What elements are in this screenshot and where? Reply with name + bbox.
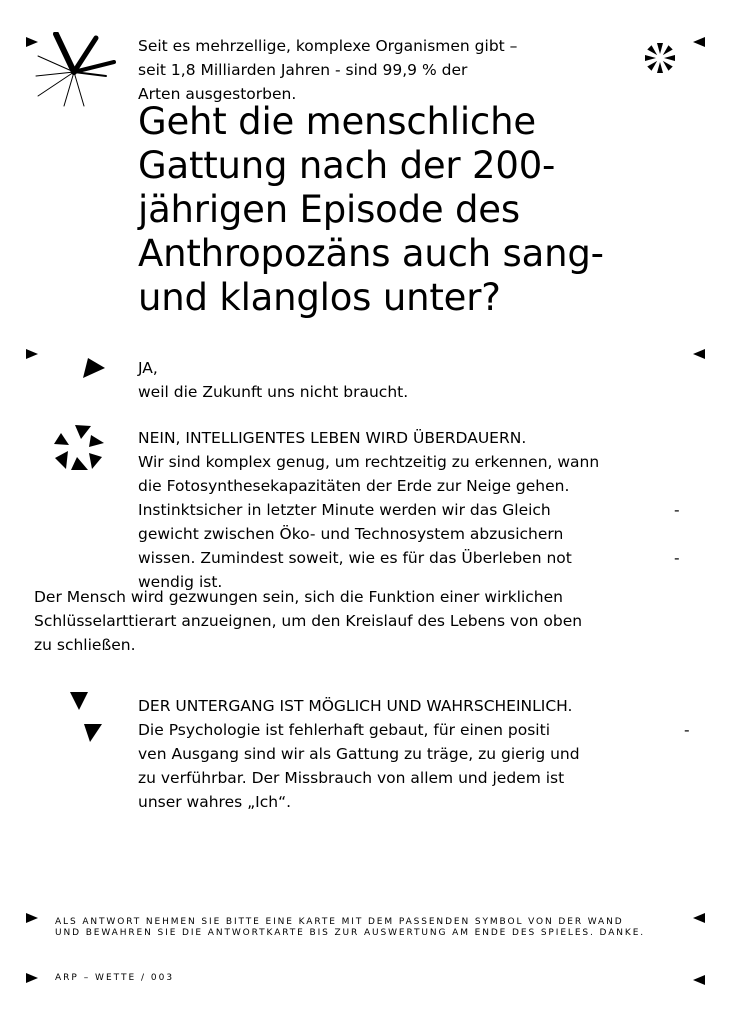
answer-nein-line: Wir sind komplex genug, um rechtzeitig zu erkennen, wann	[138, 453, 600, 471]
title-line: jährigen Episode des	[138, 188, 520, 231]
answer-untergang-line: ven Ausgang sind wir als Gattung zu träge, zu gierig und	[138, 745, 580, 763]
intro-line: Seit es mehrzellige, komplexe Organismen gibt –	[138, 37, 518, 55]
answer-nein-line: die Fotosynthesekapazitäten der Erde zur Neige gehen.	[138, 477, 570, 495]
answer-untergang-line: unser wahres „Ich“.	[138, 793, 292, 811]
margin-marker-left-icon	[693, 975, 705, 985]
answer-nein-line: Der Mensch wird gezwungen sein, sich die Funktion einer wirklichen	[34, 588, 563, 606]
intro-text	[138, 34, 558, 106]
title-line: und klanglos unter?	[138, 276, 501, 319]
answer-ja	[138, 356, 408, 404]
hyphen-mark: -	[684, 721, 690, 739]
title-line: Gattung nach der 200-	[138, 144, 556, 187]
title-line: Anthropozäns auch sang-	[138, 232, 604, 275]
margin-marker-left-icon	[693, 913, 705, 923]
footer-instructions	[55, 917, 645, 939]
intro-line: seit 1,8 Milliarden Jahren - sind 99,9 % der	[138, 61, 468, 79]
answer-ja-line: JA,	[138, 359, 158, 377]
title-line: Geht die menschliche	[138, 100, 536, 143]
answer-nein-line: NEIN, INTELLIGENTES LEBEN WIRD ÜBERDAUERN.	[138, 429, 527, 447]
hyphen-mark: -	[674, 549, 680, 567]
page-title	[138, 100, 698, 320]
answer-nein-line: wendig ist.	[138, 573, 223, 591]
answer-nein-continued	[34, 585, 582, 657]
answer-nein-line: zu schließen.	[34, 636, 136, 654]
triangle-ring-icon	[643, 41, 677, 79]
answer-untergang-line: Die Psychologie ist fehlerhaft gebaut, für einen positi	[138, 721, 550, 739]
margin-marker-right-icon	[26, 973, 38, 983]
hyphen-mark: -	[674, 501, 680, 519]
footer-line: UND BEWAHREN SIE DIE ANTWORTKARTE BIS ZUR AUSWERTUNG AM ENDE DES SPIELES. DANKE.	[55, 928, 646, 938]
answer-untergang	[138, 694, 580, 814]
intro-line: Arten ausgestorben.	[138, 85, 297, 103]
nein-symbol-icon	[52, 424, 106, 476]
margin-marker-right-icon	[26, 913, 38, 923]
ja-symbol-icon	[83, 358, 105, 382]
footer-line: ALS ANTWORT NEHMEN SIE BITTE EINE KARTE MIT DEM PASSENDEN SYMBOL VON DER WAND	[55, 917, 624, 927]
answer-ja-line: weil die Zukunft uns nicht braucht.	[138, 383, 409, 401]
margin-marker-right-icon	[26, 349, 38, 359]
margin-marker-left-icon	[693, 349, 705, 359]
answer-nein	[138, 426, 599, 594]
untergang-symbol-icon	[70, 692, 106, 748]
answer-untergang-line: DER UNTERGANG IST MÖGLICH UND WAHRSCHEINLICH.	[138, 697, 573, 715]
answer-untergang-line: zu verführbar. Der Missbrauch von allem und jedem ist	[138, 769, 565, 787]
answer-nein-line: gewicht zwischen Öko- und Technosystem abzusichern	[138, 525, 564, 543]
margin-marker-left-icon	[693, 37, 705, 47]
answer-nein-line: Schlüsselarttierart anzueignen, um den Kreislauf des Lebens von oben	[34, 612, 583, 630]
answer-nein-line: wissen. Zumindest soweit, wie es für das Überleben not	[138, 549, 572, 567]
answer-nein-line: Instinktsicher in letzter Minute werden wir das Gleich	[138, 501, 551, 519]
card-code: ARP – WETTE / 003	[55, 973, 175, 983]
starburst-logo-icon	[34, 32, 118, 112]
